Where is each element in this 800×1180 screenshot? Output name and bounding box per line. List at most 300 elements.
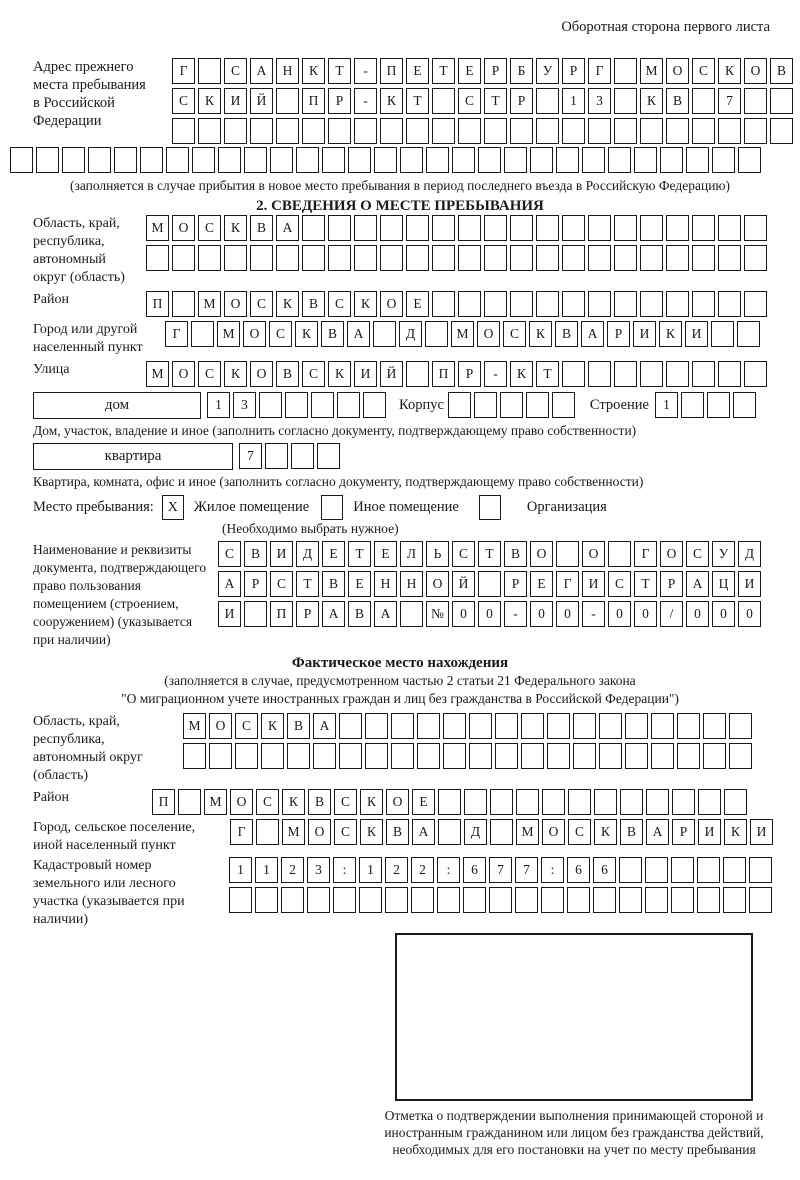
char-cell[interactable] [328,245,351,271]
char-cell[interactable] [484,215,507,241]
char-cell[interactable] [198,58,221,84]
char-cell[interactable] [744,118,767,144]
char-cell[interactable]: И [698,819,721,845]
char-cell[interactable]: Г [556,571,579,597]
char-cell[interactable] [380,215,403,241]
char-cell[interactable] [302,215,325,241]
char-cell[interactable]: 7 [515,857,538,883]
char-cell[interactable]: 2 [411,857,434,883]
char-cell[interactable]: 3 [307,857,330,883]
char-cell[interactable] [651,713,674,739]
char-cell[interactable] [255,887,278,913]
char-cell[interactable] [469,743,492,769]
char-cell[interactable]: В [555,321,578,347]
char-cell[interactable]: С [224,58,247,84]
char-cell[interactable]: М [451,321,474,347]
char-cell[interactable] [703,713,726,739]
char-cell[interactable] [672,789,695,815]
char-cell[interactable] [250,118,273,144]
char-cell[interactable] [337,392,360,418]
char-cell[interactable]: К [594,819,617,845]
char-cell[interactable]: Г [165,321,188,347]
char-cell[interactable]: Д [464,819,487,845]
char-cell[interactable]: М [217,321,240,347]
char-cell[interactable] [620,789,643,815]
char-cell[interactable]: П [380,58,403,84]
char-cell[interactable]: У [536,58,559,84]
char-cell[interactable] [646,789,669,815]
char-cell[interactable]: К [295,321,318,347]
char-cell[interactable]: - [484,361,507,387]
char-cell[interactable]: Т [406,88,429,114]
char-cell[interactable] [744,245,767,271]
char-cell[interactable] [406,361,429,387]
char-cell[interactable]: 7 [239,443,262,469]
char-cell[interactable]: 1 [229,857,252,883]
char-cell[interactable] [666,245,689,271]
char-cell[interactable] [608,147,631,173]
char-cell[interactable]: 1 [655,392,678,418]
char-cell[interactable] [302,118,325,144]
char-cell[interactable]: А [250,58,273,84]
char-cell[interactable] [406,245,429,271]
char-cell[interactable] [198,245,221,271]
char-cell[interactable]: О [172,361,195,387]
char-cell[interactable]: М [146,361,169,387]
char-cell[interactable] [328,215,351,241]
char-cell[interactable] [515,887,538,913]
char-cell[interactable] [452,147,475,173]
char-cell[interactable] [526,392,549,418]
char-cell[interactable] [218,147,241,173]
char-cell[interactable]: 7 [718,88,741,114]
char-cell[interactable]: И [750,819,773,845]
char-cell[interactable] [406,215,429,241]
char-cell[interactable] [317,443,340,469]
char-cell[interactable] [311,392,334,418]
char-cell[interactable] [192,147,215,173]
char-cell[interactable] [666,291,689,317]
char-cell[interactable]: К [282,789,305,815]
char-cell[interactable]: 0 [556,601,579,627]
char-cell[interactable] [510,291,533,317]
char-cell[interactable] [495,713,518,739]
char-cell[interactable] [426,147,449,173]
char-cell[interactable] [417,743,440,769]
char-cell[interactable]: С [256,789,279,815]
char-cell[interactable] [10,147,33,173]
char-cell[interactable] [547,743,570,769]
char-cell[interactable] [183,743,206,769]
char-cell[interactable] [619,857,642,883]
char-cell[interactable] [458,215,481,241]
char-cell[interactable]: О [380,291,403,317]
char-cell[interactable]: И [218,601,241,627]
char-cell[interactable] [718,118,741,144]
char-cell[interactable] [536,291,559,317]
char-cell[interactable] [140,147,163,173]
char-cell[interactable]: С [328,291,351,317]
char-cell[interactable]: О [426,571,449,597]
char-cell[interactable]: К [529,321,552,347]
char-cell[interactable]: Р [458,361,481,387]
char-cell[interactable] [521,743,544,769]
char-cell[interactable]: М [516,819,539,845]
char-cell[interactable]: 0 [478,601,501,627]
char-cell[interactable]: - [354,58,377,84]
char-cell[interactable] [244,147,267,173]
char-cell[interactable] [599,743,622,769]
char-cell[interactable] [448,392,471,418]
char-cell[interactable] [432,215,455,241]
char-cell[interactable] [645,887,668,913]
char-cell[interactable] [614,215,637,241]
char-cell[interactable]: О [224,291,247,317]
char-cell[interactable]: В [386,819,409,845]
char-cell[interactable]: С [452,541,475,567]
char-cell[interactable]: А [218,571,241,597]
char-cell[interactable]: О [308,819,331,845]
char-cell[interactable]: Г [172,58,195,84]
char-cell[interactable]: О [744,58,767,84]
char-cell[interactable]: 0 [686,601,709,627]
char-cell[interactable] [671,887,694,913]
char-cell[interactable]: О [660,541,683,567]
char-cell[interactable] [723,887,746,913]
char-cell[interactable] [276,245,299,271]
char-cell[interactable]: Е [530,571,553,597]
char-cell[interactable]: 0 [712,601,735,627]
char-cell[interactable] [438,819,461,845]
char-cell[interactable]: И [738,571,761,597]
char-cell[interactable] [718,291,741,317]
char-cell[interactable] [744,88,767,114]
char-cell[interactable]: В [302,291,325,317]
char-cell[interactable]: 6 [567,857,590,883]
char-cell[interactable] [634,147,657,173]
char-cell[interactable]: С [692,58,715,84]
char-cell[interactable]: К [224,215,247,241]
char-cell[interactable] [614,118,637,144]
char-cell[interactable] [547,713,570,739]
char-cell[interactable] [229,887,252,913]
char-cell[interactable] [313,743,336,769]
char-cell[interactable] [438,789,461,815]
char-cell[interactable]: Р [296,601,319,627]
char-cell[interactable] [516,789,539,815]
char-cell[interactable]: 0 [530,601,553,627]
char-cell[interactable] [484,245,507,271]
char-cell[interactable]: Г [230,819,253,845]
char-cell[interactable] [500,392,523,418]
stay-option-residential-checkbox[interactable]: X [162,495,184,520]
char-cell[interactable] [400,601,423,627]
char-cell[interactable] [681,392,704,418]
char-cell[interactable]: С [172,88,195,114]
char-cell[interactable]: С [218,541,241,567]
char-cell[interactable]: Й [250,88,273,114]
char-cell[interactable]: К [360,789,383,815]
char-cell[interactable] [365,743,388,769]
char-cell[interactable] [354,118,377,144]
char-cell[interactable]: Р [660,571,683,597]
char-cell[interactable]: М [146,215,169,241]
char-cell[interactable] [276,88,299,114]
char-cell[interactable] [489,887,512,913]
char-cell[interactable]: Т [536,361,559,387]
char-cell[interactable]: А [347,321,370,347]
char-cell[interactable]: Й [452,571,475,597]
char-cell[interactable]: Е [348,571,371,597]
char-cell[interactable]: О [209,713,232,739]
char-cell[interactable] [406,118,429,144]
char-cell[interactable] [645,857,668,883]
char-cell[interactable] [542,789,565,815]
char-cell[interactable]: Н [374,571,397,597]
char-cell[interactable]: П [152,789,175,815]
char-cell[interactable] [469,713,492,739]
char-cell[interactable] [614,245,637,271]
char-cell[interactable]: К [302,58,325,84]
char-cell[interactable]: Б [510,58,533,84]
char-cell[interactable] [417,713,440,739]
char-cell[interactable] [510,245,533,271]
char-cell[interactable] [666,215,689,241]
char-cell[interactable] [354,245,377,271]
char-cell[interactable]: Е [374,541,397,567]
char-cell[interactable]: 0 [608,601,631,627]
char-cell[interactable] [640,215,663,241]
char-cell[interactable] [692,361,715,387]
char-cell[interactable] [328,118,351,144]
char-cell[interactable]: К [276,291,299,317]
char-cell[interactable]: С [198,215,221,241]
char-cell[interactable]: Т [348,541,371,567]
char-cell[interactable] [744,291,767,317]
char-cell[interactable]: 3 [233,392,256,418]
char-cell[interactable] [749,887,772,913]
char-cell[interactable]: Т [432,58,455,84]
char-cell[interactable]: В [287,713,310,739]
char-cell[interactable] [287,743,310,769]
char-cell[interactable] [724,789,747,815]
char-cell[interactable]: И [582,571,605,597]
char-cell[interactable] [651,743,674,769]
char-cell[interactable] [114,147,137,173]
char-cell[interactable]: А [581,321,604,347]
char-cell[interactable] [224,118,247,144]
char-cell[interactable] [458,118,481,144]
char-cell[interactable] [723,857,746,883]
char-cell[interactable] [495,743,518,769]
char-cell[interactable] [322,147,345,173]
char-cell[interactable]: А [646,819,669,845]
char-cell[interactable]: О [582,541,605,567]
char-cell[interactable] [666,361,689,387]
char-cell[interactable]: 7 [489,857,512,883]
char-cell[interactable]: 0 [452,601,475,627]
char-cell[interactable] [640,361,663,387]
char-cell[interactable]: 1 [359,857,382,883]
char-cell[interactable]: К [328,361,351,387]
char-cell[interactable]: В [348,601,371,627]
char-cell[interactable] [556,147,579,173]
char-cell[interactable]: Р [328,88,351,114]
char-cell[interactable]: В [276,361,299,387]
char-cell[interactable]: Е [458,58,481,84]
char-cell[interactable] [588,118,611,144]
char-cell[interactable] [391,743,414,769]
char-cell[interactable] [619,887,642,913]
char-cell[interactable] [677,713,700,739]
char-cell[interactable] [556,541,579,567]
char-cell[interactable] [588,361,611,387]
char-cell[interactable]: С [302,361,325,387]
char-cell[interactable] [718,361,741,387]
char-cell[interactable]: Е [406,58,429,84]
char-cell[interactable] [166,147,189,173]
char-cell[interactable] [733,392,756,418]
stay-option-organization-checkbox[interactable] [479,495,501,520]
char-cell[interactable] [432,88,455,114]
char-cell[interactable]: А [412,819,435,845]
char-cell[interactable] [296,147,319,173]
char-cell[interactable]: Р [504,571,527,597]
char-cell[interactable] [437,887,460,913]
char-cell[interactable]: Г [588,58,611,84]
char-cell[interactable] [276,118,299,144]
char-cell[interactable] [562,361,585,387]
char-cell[interactable] [608,541,631,567]
char-cell[interactable] [729,743,752,769]
char-cell[interactable] [686,147,709,173]
char-cell[interactable]: П [146,291,169,317]
char-cell[interactable] [464,789,487,815]
char-cell[interactable] [582,147,605,173]
char-cell[interactable]: К [659,321,682,347]
char-cell[interactable] [374,147,397,173]
char-cell[interactable]: П [302,88,325,114]
char-cell[interactable]: Р [510,88,533,114]
char-cell[interactable]: Р [244,571,267,597]
char-cell[interactable] [593,887,616,913]
char-cell[interactable]: С [250,291,273,317]
char-cell[interactable]: В [620,819,643,845]
char-cell[interactable]: К [261,713,284,739]
char-cell[interactable] [707,392,730,418]
char-cell[interactable] [209,743,232,769]
char-cell[interactable] [692,118,715,144]
char-cell[interactable]: 1 [207,392,230,418]
char-cell[interactable] [88,147,111,173]
char-cell[interactable]: Т [478,541,501,567]
char-cell[interactable]: / [660,601,683,627]
char-cell[interactable] [744,361,767,387]
char-cell[interactable]: М [204,789,227,815]
char-cell[interactable]: А [686,571,709,597]
stay-option-other-checkbox[interactable] [321,495,343,520]
char-cell[interactable] [411,887,434,913]
char-cell[interactable] [256,819,279,845]
char-cell[interactable]: Т [328,58,351,84]
char-cell[interactable]: Н [400,571,423,597]
char-cell[interactable]: П [270,601,293,627]
char-cell[interactable] [380,118,403,144]
char-cell[interactable] [339,713,362,739]
char-cell[interactable] [365,713,388,739]
char-cell[interactable] [458,245,481,271]
char-cell[interactable]: С [198,361,221,387]
char-cell[interactable]: У [712,541,735,567]
char-cell[interactable]: О [250,361,273,387]
char-cell[interactable] [385,887,408,913]
char-cell[interactable]: - [504,601,527,627]
char-cell[interactable] [744,215,767,241]
char-cell[interactable] [380,245,403,271]
char-cell[interactable]: О [666,58,689,84]
char-cell[interactable] [521,713,544,739]
char-cell[interactable] [562,291,585,317]
char-cell[interactable]: Е [412,789,435,815]
char-cell[interactable] [697,887,720,913]
char-cell[interactable] [178,789,201,815]
char-cell[interactable] [359,887,382,913]
char-cell[interactable] [250,245,273,271]
char-cell[interactable] [562,118,585,144]
char-cell[interactable] [484,118,507,144]
char-cell[interactable]: О [477,321,500,347]
char-cell[interactable] [172,291,195,317]
char-cell[interactable]: М [640,58,663,84]
char-cell[interactable] [339,743,362,769]
char-cell[interactable]: К [640,88,663,114]
char-cell[interactable]: 3 [588,88,611,114]
char-cell[interactable]: 2 [281,857,304,883]
char-cell[interactable]: 2 [385,857,408,883]
char-cell[interactable]: 1 [562,88,585,114]
char-cell[interactable] [614,291,637,317]
char-cell[interactable] [625,743,648,769]
char-cell[interactable]: В [321,321,344,347]
char-cell[interactable]: К [354,291,377,317]
char-cell[interactable]: К [198,88,221,114]
char-cell[interactable]: Т [296,571,319,597]
char-cell[interactable]: Й [380,361,403,387]
char-cell[interactable] [400,147,423,173]
char-cell[interactable]: 1 [255,857,278,883]
char-cell[interactable] [490,789,513,815]
char-cell[interactable]: К [724,819,747,845]
char-cell[interactable] [490,819,513,845]
char-cell[interactable] [640,291,663,317]
char-cell[interactable]: - [354,88,377,114]
char-cell[interactable]: С [269,321,292,347]
char-cell[interactable]: 6 [593,857,616,883]
char-cell[interactable]: Е [406,291,429,317]
char-cell[interactable]: А [322,601,345,627]
char-cell[interactable] [718,215,741,241]
char-cell[interactable] [478,147,501,173]
char-cell[interactable]: В [250,215,273,241]
char-cell[interactable] [146,245,169,271]
char-cell[interactable] [677,743,700,769]
char-cell[interactable] [391,713,414,739]
char-cell[interactable] [692,245,715,271]
char-cell[interactable]: Р [672,819,695,845]
char-cell[interactable] [640,245,663,271]
char-cell[interactable] [198,118,221,144]
char-cell[interactable] [594,789,617,815]
